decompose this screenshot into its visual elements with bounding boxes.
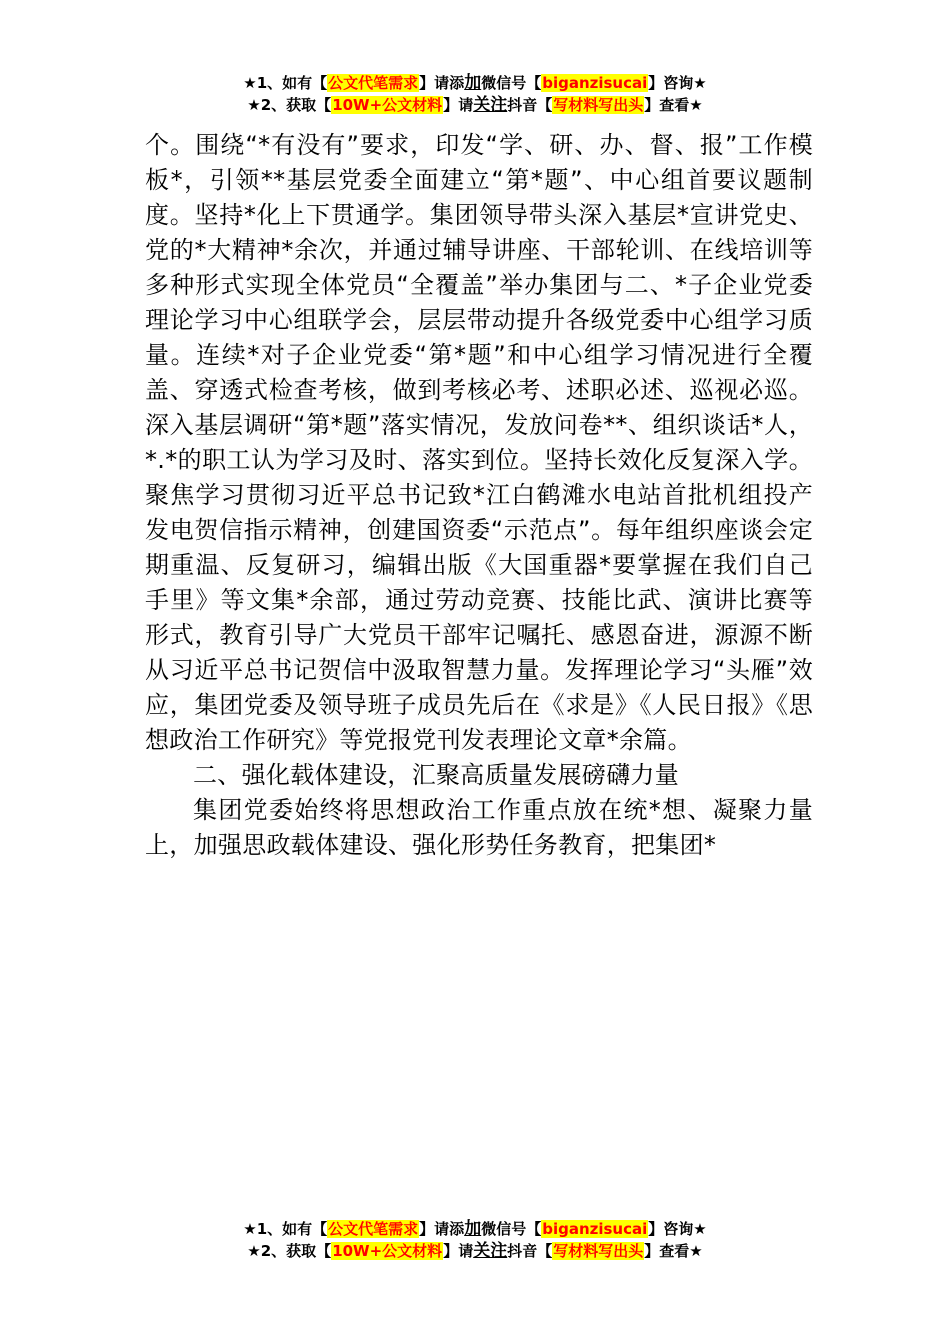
footer-banner: [0, 1218, 950, 1262]
highlight-wechat-id: biganzisucai: [542, 74, 648, 92]
section-heading: 二、强化载体建设，汇聚高质量发展磅礴力量: [193, 761, 679, 789]
footer-line-1: ★1、如有【公文代笔需求】请添加微信号【biganzisucai】咨询★: [243, 1219, 707, 1239]
banner-line-2: ★2、获取【10W+公文材料】请关注抖音【写材料写出头】查看★: [247, 95, 703, 115]
header-banner: [0, 72, 950, 116]
banner-line-1: ★1、如有【公文代笔需求】请添加微信号【biganzisucai】咨询★: [243, 73, 707, 93]
highlight-ghostwriting: 公文代笔需求: [328, 74, 419, 92]
document-body: [145, 128, 813, 863]
paragraph-1: 个。围绕“*有没有”要求，印发“学、研、办、督、报”工作模板*，引领**基层党委全面建立“第*题”、中心组首要议题制度。坚持*化上下贯通学。集团领导带头深入基层*宣讲党史、党的*大精神*余次，并通过辅导讲座、干部轮训、在线培训等多种形式实现全体党员“全覆盖”举办集团与二、*子企业党委理论学习中心组联学会，层层带动提升各级党委中心组学习质量。连续*对子企业党委“第*题”和中心组学习情况进行全覆盖、穿透式检查考核，做到考核必考、述职必述、巡视必巡。深入基层调研“第*题”落实情况，发放问卷**、组织谈话*人，*.*的职工认为学习及时、落实到位。坚持长效化反复深入学。聚焦学习贯彻习近平总书记致*江白鹤滩水电站首批机组投产发电贺信指示精神，创建国资委“示范点”。每年组织座谈会定期重温、反复研习，编辑出版《大国重器*要掌握在我们自己手里》等文集*余部，通过劳动竞赛、技能比武、演讲比赛等形式，教育引导广大党员干部牢记嘱托、感恩奋进，源源不断从习近平总书记贺信中汲取智慧力量。发挥理论学习“头雁”效应，集团党委及领导班子成员先后在《求是》《人民日报》《思想政治工作研究》等党报党刊发表理论文章*余篇。: [145, 131, 813, 754]
footer-line-2: ★2、获取【10W+公文材料】请关注抖音【写材料写出头】查看★: [247, 1241, 703, 1261]
highlight-materials: 10W+公文材料: [332, 96, 443, 114]
highlight-douyin: 写材料写出头: [553, 96, 644, 114]
paragraph-2: 集团党委始终将思想政治工作重点放在统*想、凝聚力量上，加强思政载体建设、强化形势任务教育，把集团*: [145, 796, 813, 859]
